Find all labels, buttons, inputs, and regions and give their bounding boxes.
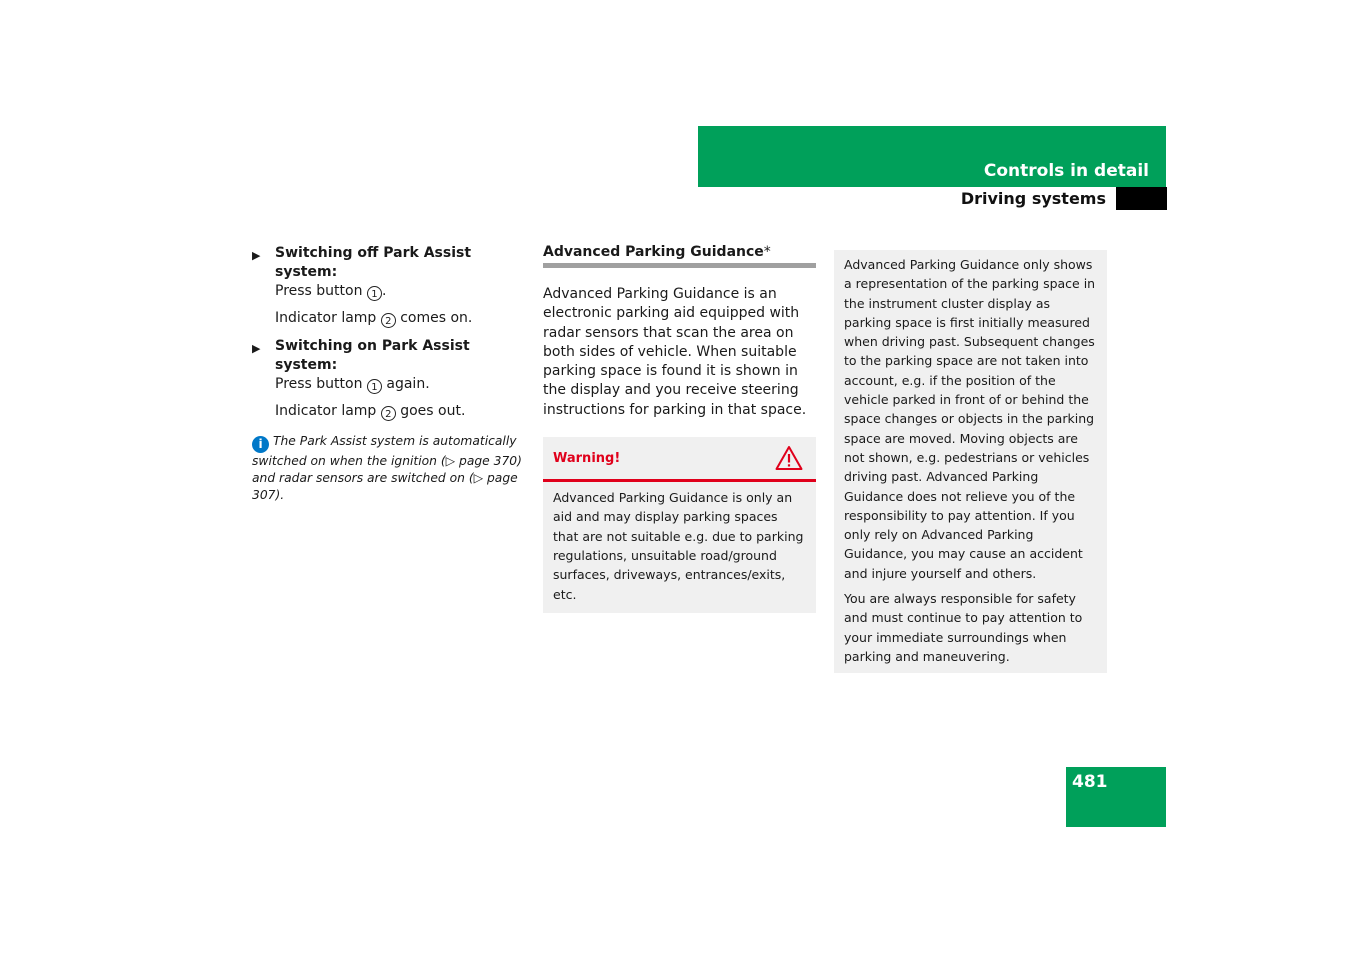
result-text: comes on. xyxy=(395,310,473,326)
step-switch-off xyxy=(252,244,527,301)
page-reference-link[interactable]: ▷ page 307 xyxy=(252,471,518,502)
result-text: Indicator lamp xyxy=(275,310,381,326)
callout-number: 1 xyxy=(367,379,382,394)
page-number: 481 xyxy=(1066,767,1166,827)
right-paragraph-2: You are always responsible for safety and must continue to pay attention to your immediate surroundings when parking and maneuvering. xyxy=(844,591,1083,664)
result-text: goes out. xyxy=(395,403,466,419)
left-column xyxy=(252,244,527,504)
warning-header xyxy=(543,437,816,482)
step-switch-on xyxy=(252,337,527,394)
header-black-tab xyxy=(1116,187,1167,210)
step-text: Press button xyxy=(275,283,367,299)
warning-text: Advanced Parking Guidance is only an aid and may display parking spaces that are not suitable e.g. due to parking regulations, unsuitable road/ground surfaces, driveways, entrances/exits, etc. xyxy=(553,490,804,602)
callout-number: 2 xyxy=(381,406,396,421)
note-text: ) and radar sensors are switched on ( xyxy=(252,454,522,485)
warning-label: Warning! xyxy=(553,451,621,467)
info-icon: i xyxy=(252,436,269,453)
step-text: again. xyxy=(381,376,430,392)
page-reference-link[interactable]: ▷ page 370 xyxy=(445,454,518,468)
arrow-right-icon: ▶ xyxy=(252,249,261,262)
optional-star: * xyxy=(763,244,771,260)
step-text: Press button xyxy=(275,376,367,392)
right-column-box xyxy=(834,250,1107,673)
subsection-title: Driving systems xyxy=(960,189,1106,208)
callout-number: 1 xyxy=(367,286,382,301)
arrow-right-icon: ▶ xyxy=(252,342,261,355)
section-title: Controls in detail xyxy=(983,161,1149,181)
step-result xyxy=(252,309,527,328)
warning-triangle-icon xyxy=(775,445,803,471)
warning-box xyxy=(543,437,816,613)
middle-column xyxy=(543,244,816,613)
step-text: . xyxy=(381,283,387,299)
header-band xyxy=(698,126,1166,187)
step-title: Switching off Park Assist system: xyxy=(275,245,472,280)
result-text: Indicator lamp xyxy=(275,403,381,419)
step-result xyxy=(252,402,527,421)
info-note xyxy=(252,433,527,504)
note-text: The Park Assist system is automatically switched on when the ignition ( xyxy=(252,434,517,468)
step-title: Switching on Park Assist system: xyxy=(275,338,470,373)
section-heading xyxy=(543,244,816,268)
right-paragraph-1: Advanced Parking Guidance only shows a representation of the parking space in the instrument cluster display as parking space is first initially measured when driving past. Subsequent changes to the parking space are not taken into account, e.g. if the position of the vehicle parked in front of or behind the space changes or objects in the parking space are moved. Moving objects are not shown, e.g. pedestrians or vehicles driving past. Advanced Parking Guidance does not relieve you of the responsibility to pay attention. If you only rely on Advanced Parking Guidance, you may cause an accident and injure yourself and others. xyxy=(844,257,1096,581)
callout-number: 2 xyxy=(381,313,396,328)
heading-text: Advanced Parking Guidance xyxy=(543,244,764,260)
note-text: ). xyxy=(275,488,285,502)
body-paragraph: Advanced Parking Guidance is an electronic parking aid equipped with radar sensors that scan the area on both sides of vehicle. When suitable parking space is found it is shown in the display and you receive steering instructions for parking in that space. xyxy=(543,286,807,418)
